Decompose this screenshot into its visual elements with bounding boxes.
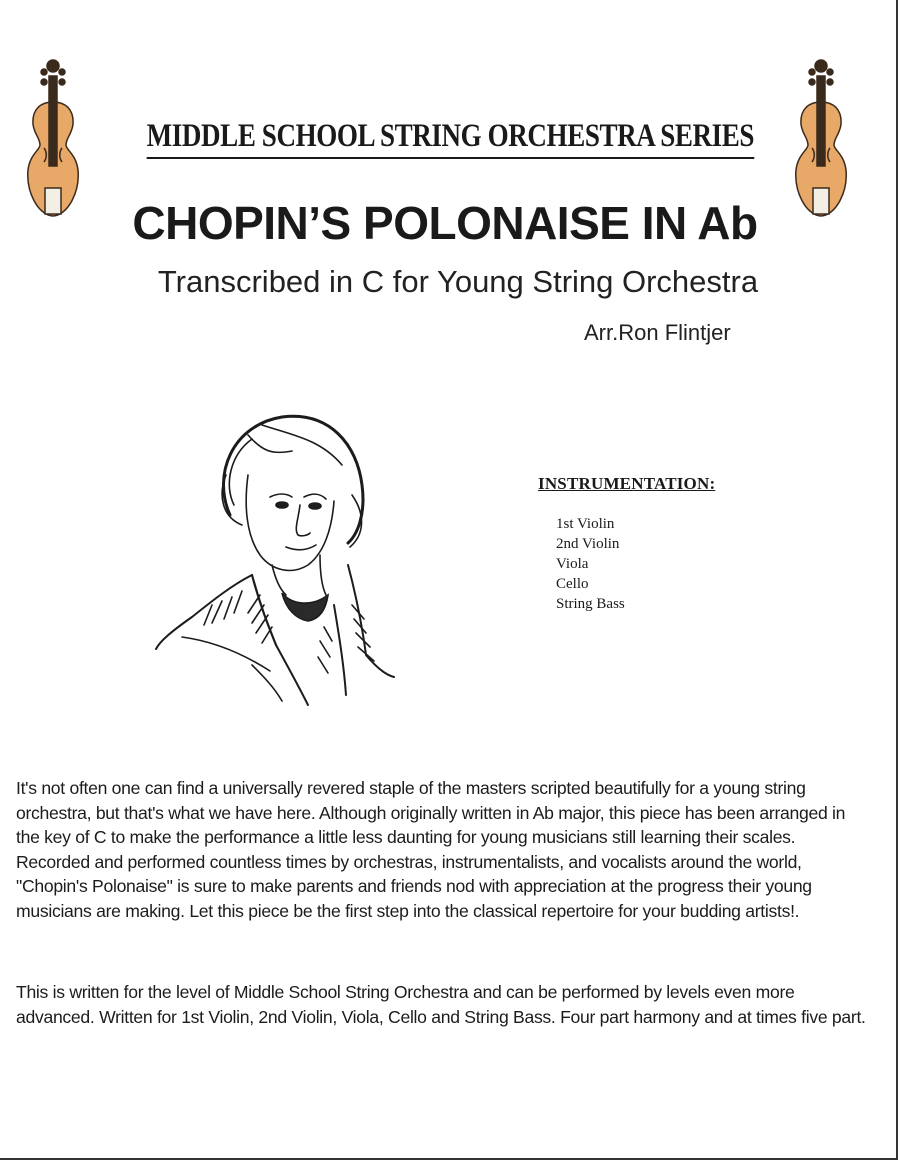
level-paragraph: This is written for the level of Middle School String Orchestra and can be performed by levels even more advanced. Written for 1st Violin, 2nd Violin, Viola, Cello and String Bass. Four part harmony and at times five part. <box>16 982 866 1027</box>
composer-portrait <box>152 405 402 710</box>
list-item: Viola <box>556 556 589 572</box>
page-subtitle: Transcribed in C for Young String Orchestra <box>157 264 759 299</box>
description-paragraph: It's not often one can find a universally revered staple of the masters scripted beautifully for a young string orchestra, but that's what we have here. Although originally written in Ab major, this piece has been arranged in the key of C to make the performance a little less daunting for young musicians still learning their scales. Recorded and performed countless times by orchestras, instrumentalists, and vocalists around the world, "Chopin's Polonaise" is sure to make parents and friends nod with appreciation at the progress their young musicians are making. Let this piece be the first step into the classical repertoire for your budding artists!. <box>16 778 846 921</box>
list-item: 2nd Violin <box>556 536 620 552</box>
list-item: Cello <box>556 576 589 592</box>
series-title-text: MIDDLE SCHOOL STRING ORCHESTRA SERIES <box>146 118 753 159</box>
list-item: String Bass <box>556 596 625 612</box>
arranger-credit: Arr.Ron Flintjer <box>584 320 731 345</box>
list-item: 1st Violin <box>556 516 615 532</box>
page-title: CHOPIN’S POLONAISE IN Ab <box>132 197 758 249</box>
instrumentation-list <box>556 514 625 614</box>
instrumentation-heading: INSTRUMENTATION: <box>538 474 716 493</box>
series-title <box>0 118 900 159</box>
